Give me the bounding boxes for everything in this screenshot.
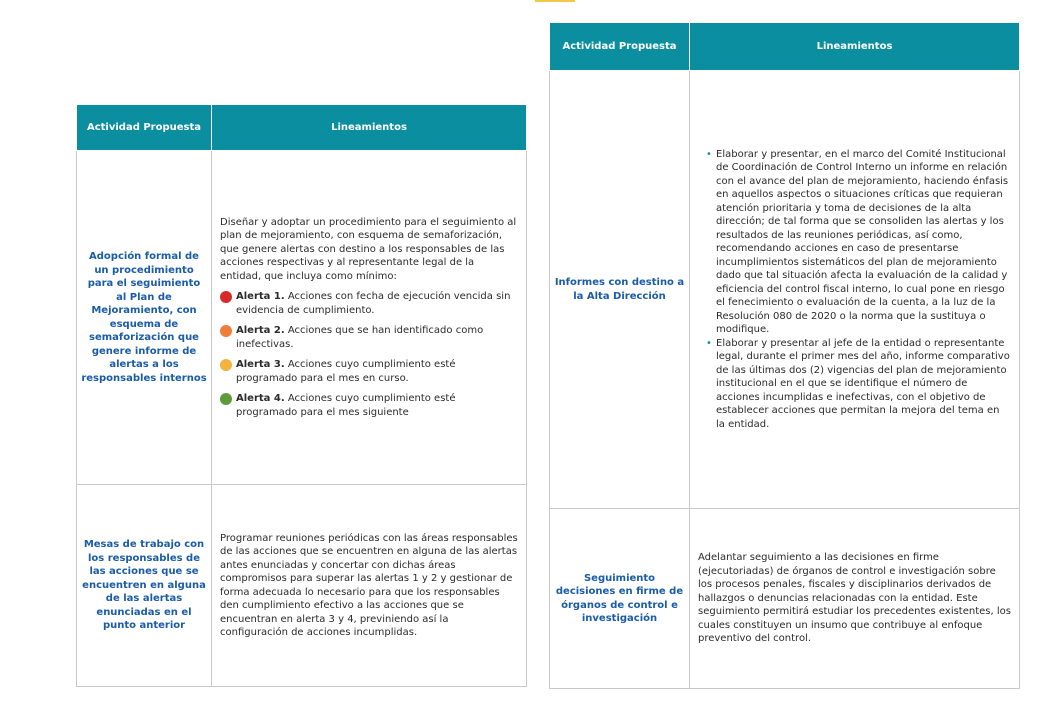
alert-item-1: [220, 290, 518, 317]
guidelines-cell: Programar reuniones periódicas con las áreas responsables de las acciones que se encuentren en alguna de las alertas antes enunciadas y concertar con dichas áreas compromisos para superar las alertas 1 y 2 y gestionar de forma adecuada lo necesario para que los responsables den cumplimiento efectivo a las acciones que se encuentran en alerta 3 y 4, previniendo así la configuración de acciones incumplidas.: [212, 485, 527, 687]
activity-cell: Seguimiento decisiones en firme de órganos de control e investigación: [550, 509, 690, 689]
right-guidelines-table: [549, 22, 1020, 689]
alert-item-4: [220, 392, 518, 419]
header-guidelines: Lineamientos: [212, 105, 527, 151]
alert-text: Acciones que se han identificado como inefectivas.: [236, 325, 484, 350]
alert-item-3: [220, 358, 518, 385]
guidelines-cell: [212, 151, 527, 485]
header-guidelines: Lineamientos: [690, 23, 1020, 71]
alert-text: Acciones cuyo cumplimiento esté programado para el mes siguiente: [236, 393, 456, 418]
activity-cell: Adopción formal de un procedimiento para el seguimiento al Plan de Mejoramiento, con esquema de semaforización que genere informe de alertas a los responsables internos: [77, 151, 212, 485]
table-header-row: [77, 105, 527, 151]
alert-label: Alerta 4.: [236, 393, 285, 405]
activity-cell: Informes con destino a la Alta Dirección: [550, 71, 690, 509]
table-row: [550, 71, 1020, 509]
activity-cell: Mesas de trabajo con los responsables de las acciones que se encuentren en alguna de las alertas enunciadas en el punto anterior: [77, 485, 212, 687]
alert-text: Acciones con fecha de ejecución vencida sin evidencia de cumplimiento.: [236, 291, 511, 316]
guidelines-cell: [690, 71, 1020, 509]
guideline-intro: Diseñar y adoptar un procedimiento para el seguimiento al plan de mejoramiento, con esquema de semaforización, que genere alertas con destino a los responsables de las acciones respectivas y al representante legal de la entidad, que incluya como mínimo:: [220, 216, 517, 282]
guidelines-cell: Adelantar seguimiento a las decisiones en firme (ejecutoriadas) de órganos de control e investigación sobre los procesos penales, fiscales y disciplinarios derivados de hallazgos o denuncias relacionadas con la entidad. Este seguimiento permitirá estudiar los precedentes existentes, los cuales constituyen un insumo que contribuye al enfoque preventivo del control.: [690, 509, 1020, 689]
alert-item-2: [220, 324, 518, 351]
table-row: [77, 151, 527, 485]
table-row: [77, 485, 527, 687]
alert-label: Alerta 1.: [236, 291, 285, 303]
list-item: • Elaborar y presentar al jefe de la entidad o representante legal, durante el primer mes del año, informe comparativo de las últimas dos (2) vigencias del plan de mejoramiento institucional en el que se identifique el número de acciones incumplidas e inefectivas, con el objetivo de establecer acciones que permitan la mejora del tema en la entidad.: [716, 337, 1011, 432]
guidelines-bullet-list: [706, 148, 1011, 432]
header-activity: Actividad Propuesta: [550, 23, 690, 71]
alert-label: Alerta 2.: [236, 325, 285, 337]
left-guidelines-table: [76, 104, 527, 687]
alert-text: Acciones cuyo cumplimiento esté programado para el mes en curso.: [236, 359, 456, 384]
alert-label: Alerta 3.: [236, 359, 285, 371]
orange-dot-icon: [220, 325, 232, 337]
red-dot-icon: [220, 291, 232, 303]
list-item: • Elaborar y presentar, en el marco del Comité Institucional de Coordinación de Control Interno un informe en relación con el avance del plan de mejoramiento, haciendo énfasis en aquellos aspectos o situaciones críticas que requieran atención prioritaria y toma de decisiones de la alta dirección; de tal forma que se consoliden las alertas y los resultados de las reuniones periódicas, así como, recomendando acciones en caso de presentarse incumplimientos sistemáticos del plan de mejoramiento dado que tal situación afecta la evaluación de la calidad y eficiencia del control fiscal interno, lo cual pone en riesgo el fenecimiento o evaluación de la cuenta, a la luz de la Resolución 080 de 2020 o la norma que la sustituya o modifique.: [716, 148, 1011, 337]
table-header-row: [550, 23, 1020, 71]
header-activity: Actividad Propuesta: [77, 105, 212, 151]
decorative-accent-bar: [535, 0, 575, 2]
yellow-dot-icon: [220, 359, 232, 371]
table-row: [550, 509, 1020, 689]
green-dot-icon: [220, 393, 232, 405]
